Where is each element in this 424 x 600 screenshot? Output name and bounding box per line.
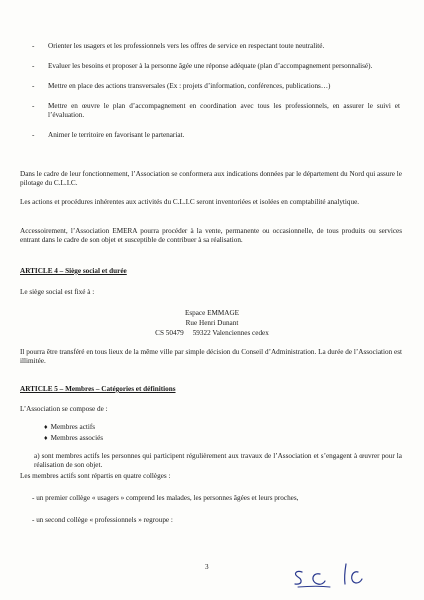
colleges-intro: Les membres actifs sont répartis en quatre collèges : (20, 472, 171, 480)
objectives-list (30, 42, 400, 151)
article-5-intro: L’Association se compose de : (20, 405, 108, 413)
address-line: CS 50479 59322 Valenciennes cedex (155, 329, 269, 337)
list-item: ♦ Membres associés (44, 433, 103, 444)
page-number: 3 (205, 563, 209, 571)
article-5-heading: ARTICLE 5 – Membres – Catégories et définitions (20, 385, 176, 393)
article-4-heading: ARTICLE 4 – Siège social et durée (20, 267, 127, 275)
college-1: - un premier collège « usagers » comprend les malades, les personnes âgées et leurs proches, (32, 494, 299, 502)
college-2: - un second collège « professionnels » regroupe : (32, 516, 173, 524)
list-item: - Orienter les usagers et les professionnels vers les offres de service en respectant toute neutralité. (30, 42, 400, 51)
list-item: ♦ Membres actifs (44, 422, 103, 433)
address-line: Espace EMMAGE (184, 309, 240, 317)
paragraph-analytics: Les actions et procédures inhérentes aux activités du C.L.I.C seront inventoriées et isolées en comptabilité analytique. (20, 198, 360, 206)
article-5-item-a: a) sont membres actifs les personnes qui participent régulièrement aux travaux de l’Association et s’engagent à œuvrer pour la réalisation de son objet. (34, 452, 402, 469)
list-item: - Mettre en œuvre le plan d’accompagnement en coordination avec tous les professionnels, en assurer le suivi et l’évaluation. (30, 102, 400, 120)
initials-signature (290, 560, 370, 592)
list-item: - Evaluer les besoins et proposer à la personne âgée une réponse adéquate (plan d’accompagnement personnalisé). (30, 62, 400, 71)
article-4-intro: Le siège social est fixé à : (20, 288, 95, 296)
list-item: - Animer le territoire en favorisant le partenariat. (30, 131, 400, 140)
address-line: Rue Henri Dunant (185, 319, 239, 327)
list-item: - Mettre en place des actions transversales (Ex : projets d’information, conférences, publications…) (30, 82, 400, 91)
article-4-text: Il pourra être transféré en tous lieux de la même ville par simple décision du Conseil d’Administration. La durée de l’Association est illimitée. (20, 348, 402, 365)
paragraph-functioning: Dans le cadre de leur fonctionnement, l’Association se conformera aux indications données par le département du Nord qui assure le pilotage du C.L.I.C. (20, 170, 402, 187)
paragraph-sales: Accessoirement, l’Association EMERA pourra procéder à la vente, permanente ou occasionnelle, de tous produits ou services entrant dans le cadre de son objet et susceptible de contribuer à sa réalisation. (20, 227, 402, 244)
member-types-list (44, 422, 103, 444)
